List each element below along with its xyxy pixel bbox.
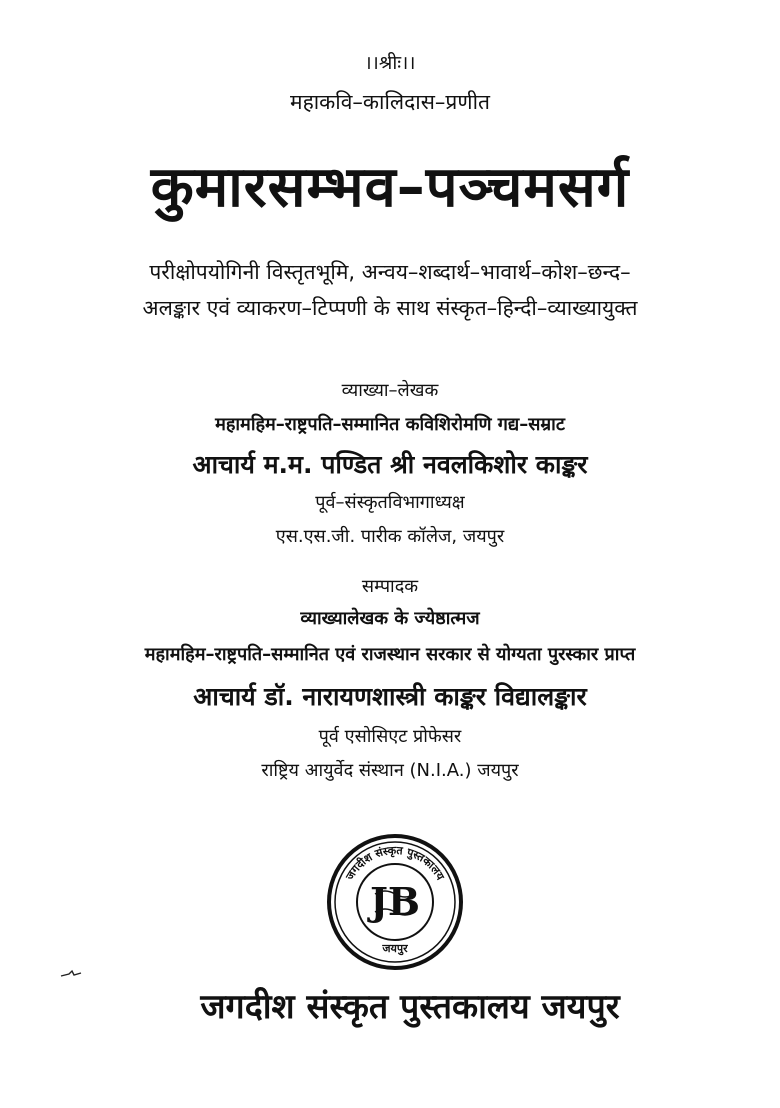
description-line-2: अलङ्कार एवं व्याकरण–टिप्पणी के साथ संस्कृत–हिन्दी–व्याख्यायुक्त [142,296,638,320]
ink-speck [60,968,82,980]
seal-city-text: जयपुर [382,942,408,955]
author-prefix: महाकवि–कालिदास–प्रणीत [290,90,490,114]
editor-label: सम्पादक [361,576,419,597]
book-title: कुमारसम्भव–पञ्चमसर्ग [150,155,630,220]
seal-monogram: JB [369,879,421,924]
editor-name: आचार्य डॉ. नारायणशास्त्री काङ्कर विद्यालङ्कार [193,682,587,711]
commentator-post: पूर्व–संस्कृतविभागाध्यक्ष [315,492,465,513]
commentator-college: एस.एस.जी. पारीक कॉलेज, जयपुर [275,526,505,547]
publisher-name: जगदीश संस्कृत पुस्तकालय जयपुर [200,987,620,1027]
commentator-name: आचार्य म.म. पण्डित श्री नवलकिशोर काङ्कर [192,450,588,479]
editor-honor: महामहिम–राष्ट्रपति–सम्मानित एवं राजस्थान सरकार से योग्यता पुरस्कार प्राप्त [144,644,636,665]
editor-post: पूर्व एसोसिएट प्रोफेसर [318,726,462,747]
description-line-1: परीक्षोपयोगिनी विस्तृतभूमि, अन्वय–शब्दार्थ–भावार्थ–कोश–छन्द– [149,260,631,284]
publisher-seal-icon [325,832,465,972]
editor-relation: व्याख्यालेखक के ज्येष्ठात्मज [300,608,480,629]
invocation: ।।श्रीः।। [364,52,416,74]
editor-institute: राष्ट्रिय आयुर्वेद संस्थान (N.I.A.) जयपुर [261,760,519,781]
seal-ring-text: जगदीश संस्कृत पुस्तकालय [343,843,447,883]
commentator-label: व्याख्या–लेखक [341,380,439,401]
commentator-honor: महामहिम–राष्ट्रपति–सम्मानित कविशिरोमणि गद्य–सम्राट [215,414,565,435]
